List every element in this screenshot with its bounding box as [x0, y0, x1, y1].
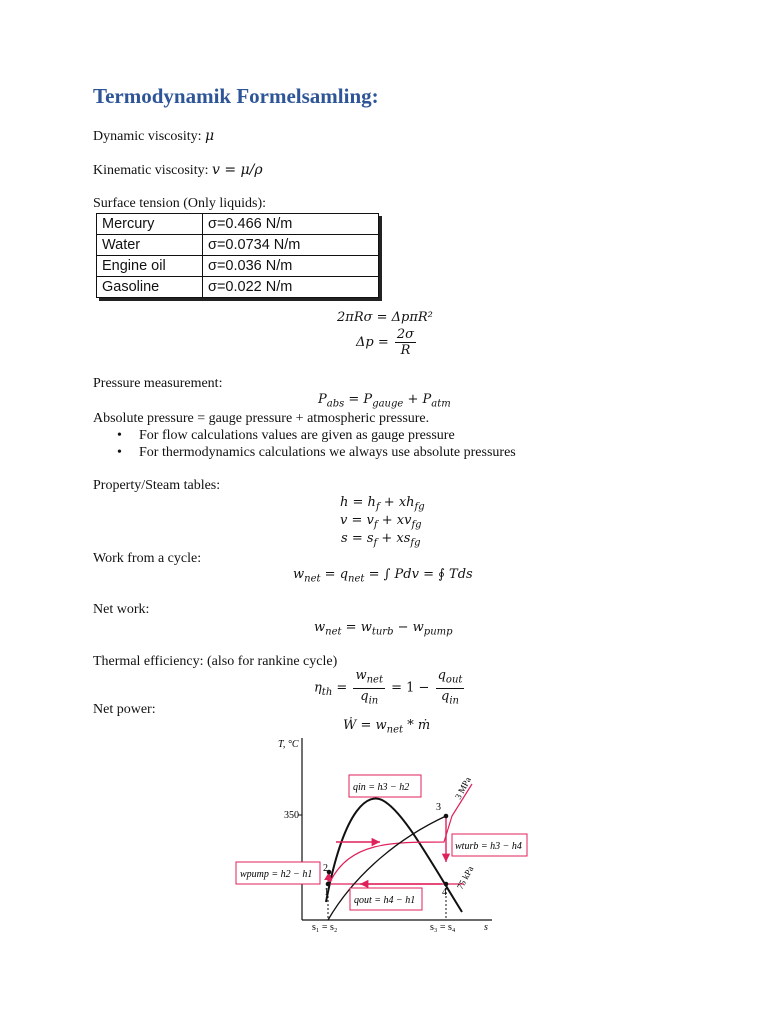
- isobar-high-label: 3 MPa: [452, 775, 473, 801]
- net-power-label: Net power:: [93, 702, 156, 717]
- net-power-equation: Ẇ = $w_{net}$ * ṁ: [343, 718, 431, 736]
- dynamic-viscosity-label: Dynamic viscosity:: [93, 129, 202, 144]
- x-tick-s3: s₃ = s₄: [430, 922, 456, 933]
- list-item: • For flow calculations values are given as gauge pressure: [93, 427, 516, 444]
- pressure-difference-equation: [356, 327, 418, 358]
- kinematic-viscosity-line: [93, 162, 263, 179]
- state-point: [326, 882, 331, 887]
- state-label-4: 4: [442, 887, 447, 898]
- qin-label: qin = h3 − h2: [353, 782, 410, 793]
- entropy-equation: $s = s_f + xs_{fg}$: [341, 531, 421, 549]
- page-title: Termodynamik Formelsamling:: [93, 84, 379, 108]
- specific-volume-equation: $v = v_f + xv_{fg}$: [340, 513, 422, 531]
- surface-tension-label: Surface tension (Only liquids):: [93, 196, 267, 211]
- pressure-measurement-label: Pressure measurement:: [93, 376, 223, 391]
- y-axis-label: T, °C: [278, 739, 299, 750]
- table-cell-value: σ=0.022 N/m: [203, 277, 379, 298]
- table-row: [97, 235, 379, 256]
- qout-label: qout = h4 − h1: [354, 895, 416, 906]
- table-cell-liquid: Engine oil: [97, 256, 203, 277]
- list-item: • For thermodynamics calculations we always use absolute pressures: [93, 444, 516, 461]
- table-row: [97, 214, 379, 235]
- kinematic-viscosity-formula: v = μ/ρ: [211, 162, 263, 178]
- table-cell-liquid: Water: [97, 235, 203, 256]
- table-row: [97, 277, 379, 298]
- tick-350: 350: [284, 810, 299, 821]
- table-cell-value: σ=0.466 N/m: [203, 214, 379, 235]
- state-point: [444, 882, 449, 887]
- pressure-difference-fraction: [395, 327, 416, 358]
- state-point: [444, 814, 449, 819]
- fraction-numerator: 2σ: [396, 327, 415, 342]
- x-axis-label: s: [484, 922, 488, 933]
- wturb-label: wturb = h3 − h4: [455, 841, 522, 852]
- kinematic-viscosity-label: Kinematic viscosity:: [93, 163, 209, 178]
- table-cell-value: σ=0.036 N/m: [203, 256, 379, 277]
- fraction-denominator: R: [400, 343, 411, 358]
- state-label-3: 3: [436, 802, 441, 813]
- pressure-bullet-list: [93, 427, 516, 461]
- cycle-work-equation: $w_{net} = q_{net}$ = ∫ Pdv = ∮ Tds: [293, 567, 473, 585]
- work-cycle-label: Work from a cycle:: [93, 551, 202, 566]
- dynamic-viscosity-line: [93, 128, 214, 145]
- surface-tension-table: [96, 213, 379, 298]
- net-work-label: Net work:: [93, 602, 150, 617]
- state-label-1: 1: [324, 887, 329, 898]
- isobar-low-label: 75 kPa: [454, 864, 476, 891]
- x-tick-s1: s₁ = s₂: [312, 922, 338, 933]
- state-label-2: 2: [323, 863, 328, 874]
- table-cell-liquid: Mercury: [97, 214, 203, 235]
- isobar-high: [330, 784, 472, 882]
- absolute-pressure-text: Absolute pressure = gauge pressure + atmospheric pressure.: [93, 411, 430, 426]
- dynamic-viscosity-symbol: μ: [205, 128, 215, 144]
- table-cell-value: σ=0.0734 N/m: [203, 235, 379, 256]
- table-cell-liquid: Gasoline: [97, 277, 203, 298]
- rankine-ts-diagram: [230, 732, 530, 942]
- wpump-label: wpump = h2 − h1: [240, 869, 313, 880]
- absolute-pressure-equation: $P_{abs} = P_{gauge} + P_{atm}$: [318, 392, 451, 410]
- laplace-equation: 2πRσ = ΔpπR²: [337, 310, 433, 325]
- net-work-equation: $w_{net} = w_{turb} - w_{pump}$: [314, 620, 453, 638]
- enthalpy-equation: $h = h_f + xh_{fg}$: [340, 495, 425, 513]
- thermal-efficiency-label: Thermal efficiency: (also for rankine cycle): [93, 654, 338, 669]
- table-row: [97, 256, 379, 277]
- thermal-efficiency-equation: $\eta_{th}$ = $\frac{w_{net}}{q_{in}}$ = 1 − $\frac{q_{out}}{q_{in}}$: [314, 668, 463, 707]
- pressure-difference-lhs: Δp =: [356, 335, 389, 350]
- property-tables-label: Property/Steam tables:: [93, 478, 221, 493]
